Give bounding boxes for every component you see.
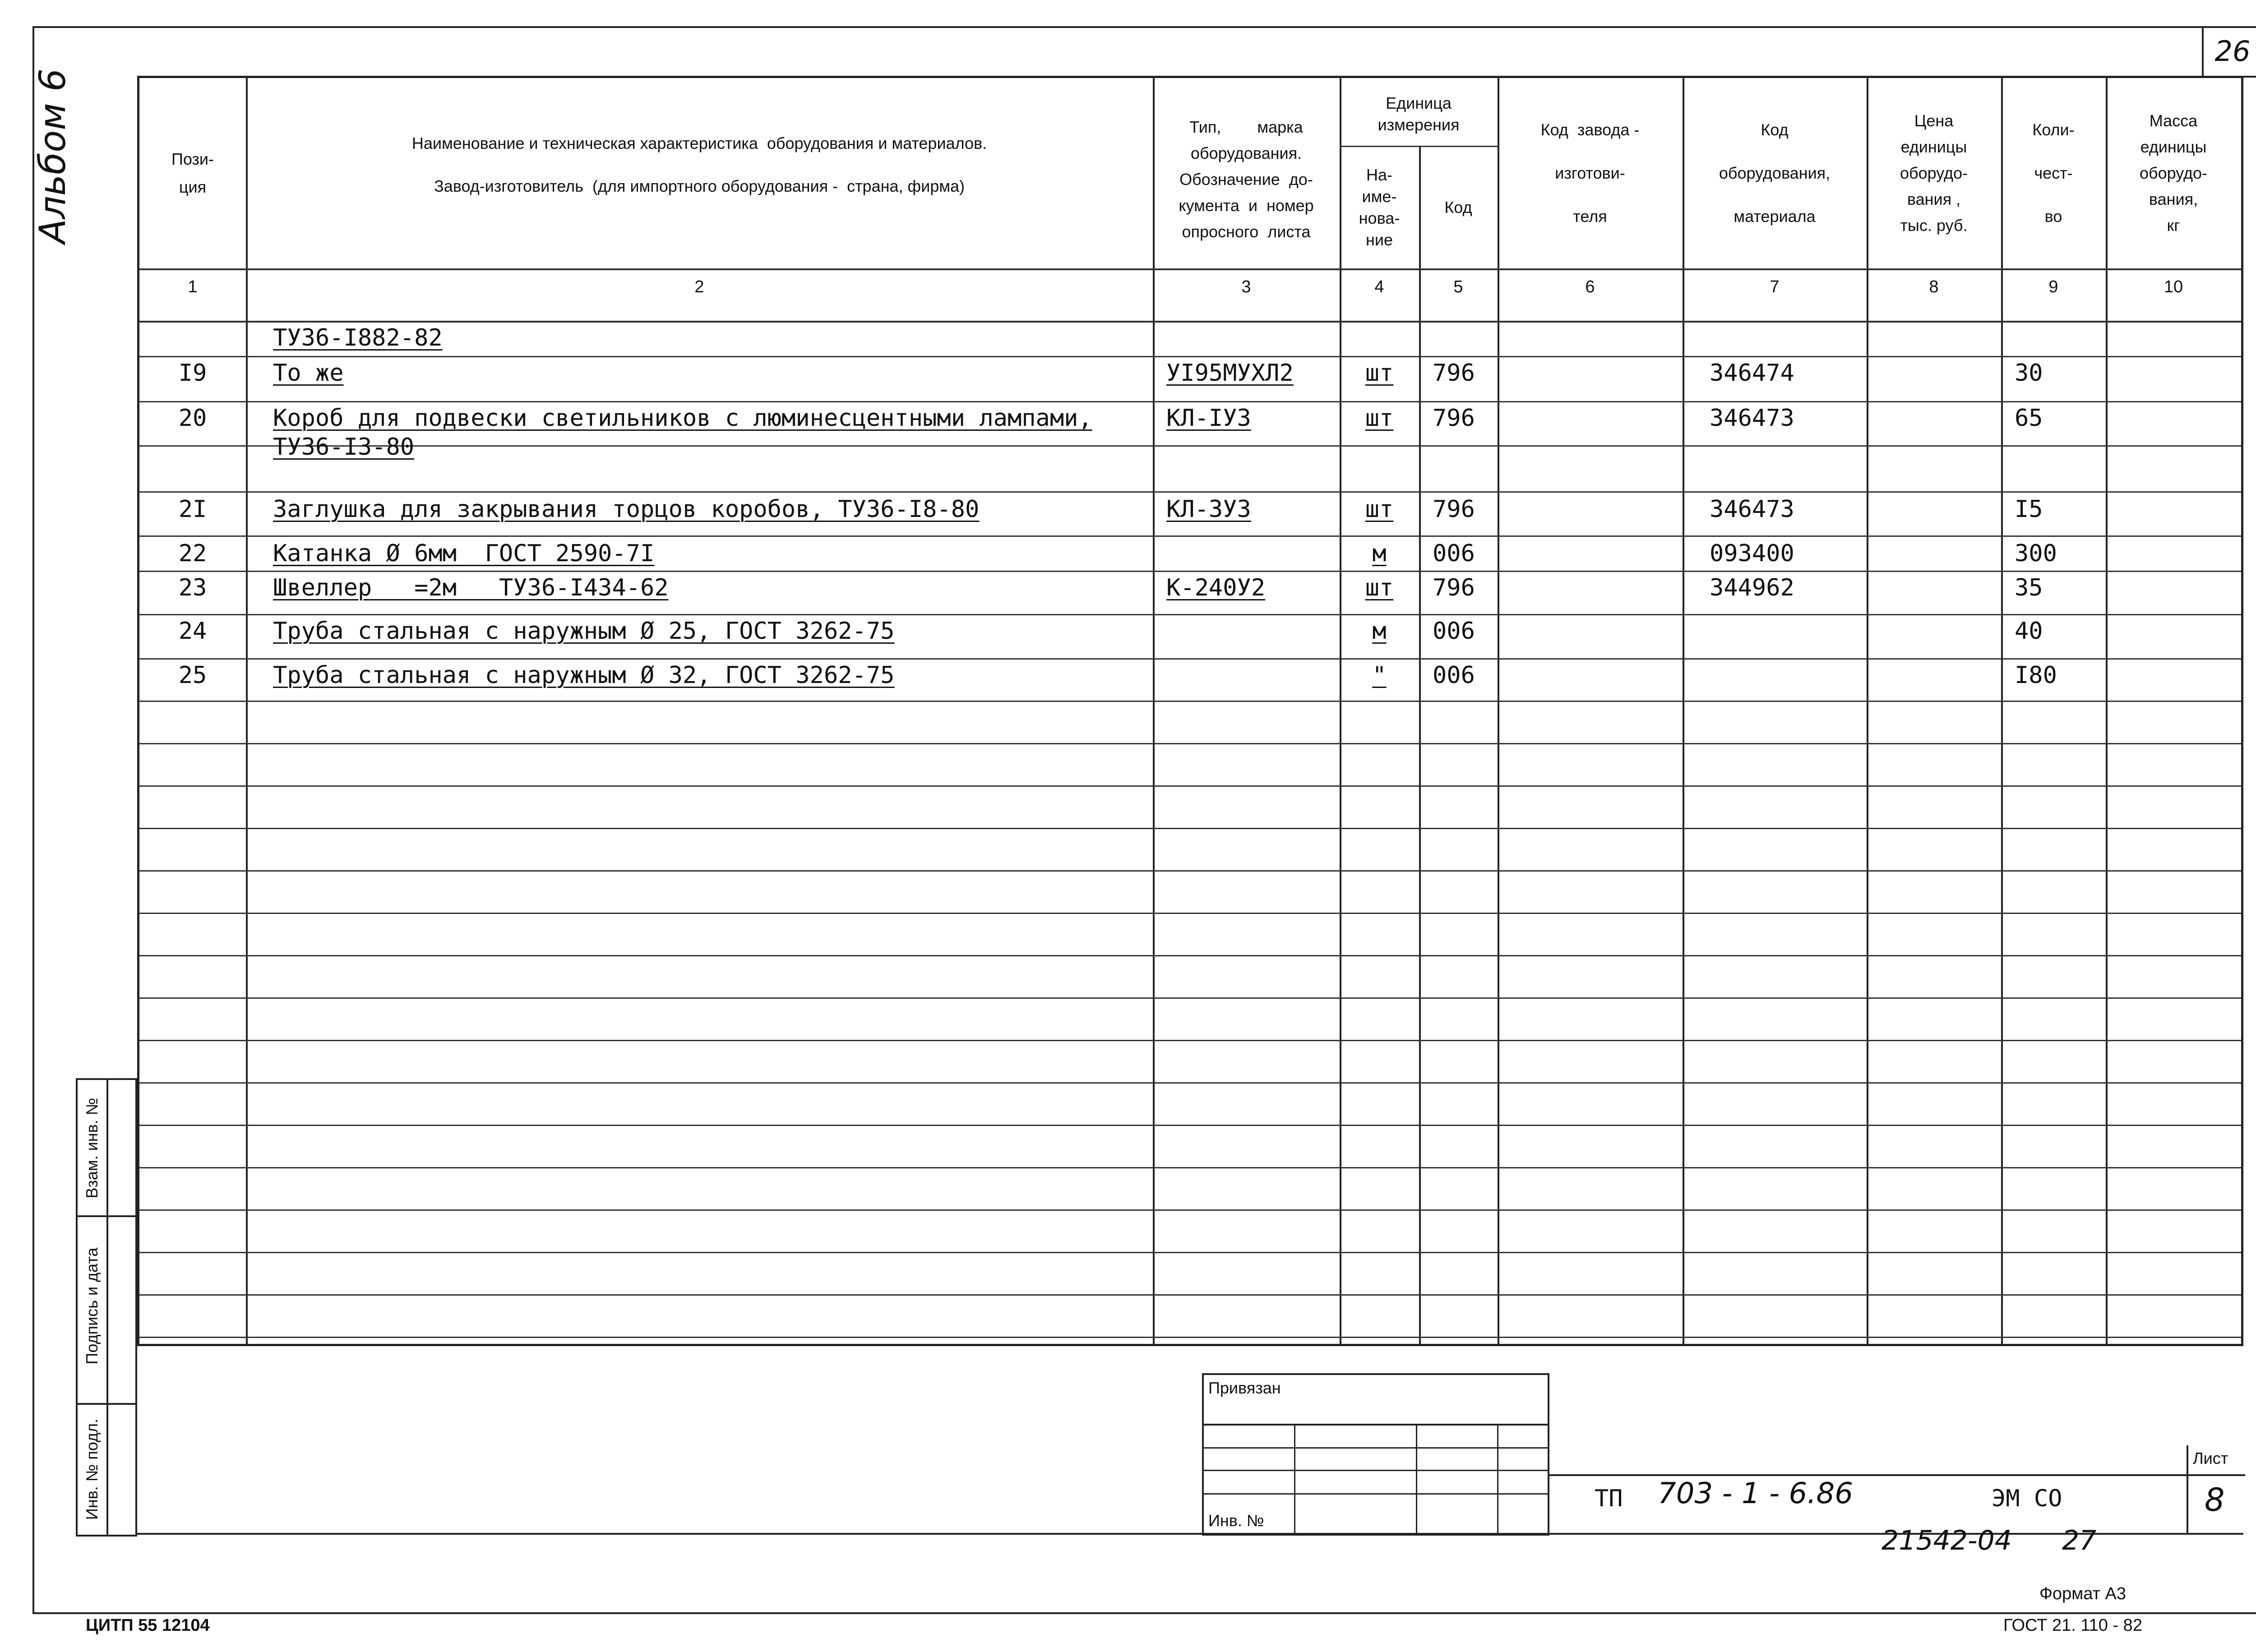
cell-material: 346474 [1710, 360, 1794, 387]
column-number: 9 [2048, 277, 2058, 296]
cell-material: 346473 [1710, 496, 1794, 523]
privyazan-label: Привязан [1208, 1379, 1281, 1397]
column-number: 3 [1241, 277, 1251, 296]
row-divider [139, 1082, 2241, 1084]
header-divider [139, 321, 2241, 323]
header-position: Пози- ция [171, 150, 214, 196]
cell-pos: 23 [178, 574, 207, 601]
cell-pos: 20 [178, 405, 207, 432]
row-divider [139, 1040, 2241, 1041]
header-material-code: Код оборудования, материала [1719, 120, 1831, 226]
header-type: Тип, марка оборудования. Обозначение до- кумента и номер опросного листа [1179, 118, 1314, 241]
handwritten-page: 27 [2062, 1525, 2097, 1556]
row-divider [139, 870, 2241, 872]
side-podpis-label: Подпись и дата [83, 1247, 101, 1365]
side-stamp [76, 1078, 137, 1537]
header-factory-code: Код завода - изготови- теля [1540, 120, 1640, 226]
row-divider [139, 401, 2241, 402]
privyazan-box [1202, 1373, 1549, 1536]
header-unit-group: Единица измерения [1378, 94, 1460, 134]
row-divider [139, 658, 2241, 660]
cell-pos: 25 [178, 662, 207, 689]
column-number: 6 [1585, 277, 1595, 296]
cell-unit: м [1372, 540, 1387, 567]
cell-qty: I80 [2015, 662, 2057, 689]
row-divider [139, 571, 2241, 572]
cell-name: Труба стальная с наружным Ø 25, ГОСТ 3262-75 [273, 618, 895, 645]
cell-qty: 30 [2015, 360, 2043, 387]
cell-unit: шт [1365, 360, 1394, 387]
cell-material: 093400 [1710, 540, 1794, 567]
cell-unit: шт [1365, 574, 1394, 601]
row-divider [139, 785, 2241, 787]
row-divider [139, 701, 2241, 702]
column-number: 7 [1770, 277, 1780, 296]
row-divider [139, 1337, 2241, 1338]
cell-name: Труба стальная с наружным Ø 32, ГОСТ 3262-75 [273, 662, 895, 689]
cell-unit: шт [1365, 496, 1394, 523]
cell-unit: " [1372, 662, 1387, 689]
cell-name: Катанка Ø 6мм ГОСТ 2590-7I [273, 540, 655, 567]
cell-name: Короб для подвески светильников с люминесцентными лампами, [273, 405, 1092, 432]
format-label: Формат А3 [2039, 1584, 2127, 1603]
cell-code: 006 [1433, 540, 1475, 567]
row-divider [139, 491, 2241, 493]
column-number: 4 [1374, 277, 1384, 296]
cell-code: 796 [1433, 360, 1475, 387]
cell-name: Швеллер =2м ТУ36-I434-62 [273, 574, 669, 601]
row-divider [139, 913, 2241, 914]
cell-qty: 65 [2015, 405, 2043, 432]
footer-gost: ГОСТ 21. 110 - 82 [2003, 1616, 2142, 1635]
inv-no-label: Инв. № [1208, 1511, 1264, 1530]
footer-left-code: ЦИТП 55 12104 [86, 1616, 210, 1635]
cell-pos: 24 [178, 618, 207, 645]
cell-code: 006 [1433, 662, 1475, 689]
list-label: Лист [2193, 1449, 2228, 1467]
cell-material: 344962 [1710, 574, 1794, 601]
doc-number: 703 - 1 - 6.86 [1658, 1477, 1853, 1510]
row-divider [139, 535, 2241, 537]
header-unit-code: Код [1444, 198, 1472, 217]
bottom-stamp [137, 1346, 2243, 1535]
row-divider [139, 997, 2241, 999]
cell-name: Заглушка для закрывания торцов коробов, ТУ36-I8-80 [273, 496, 980, 523]
header-price: Цена единицы оборудо- вания , тыс. руб. [1900, 111, 1968, 235]
cell-type: КЛ-ЗУЗ [1166, 496, 1251, 523]
side-vzam-label: Взам. инв. № [83, 1098, 101, 1199]
cell-type: КЛ-IУЗ [1166, 405, 1251, 432]
row-divider [139, 1252, 2241, 1253]
cell-qty: I5 [2015, 496, 2043, 523]
cell-qty: 40 [2015, 618, 2043, 645]
column-number: 1 [188, 277, 198, 296]
row-divider [139, 445, 2241, 447]
cell-type: УI95МУХЛ2 [1166, 360, 1294, 387]
album-label: Альбом 6 [32, 69, 74, 244]
header-unit-name: На- име- нова- ние [1359, 166, 1400, 249]
column-number: 8 [1929, 277, 1939, 296]
header-name-line2: Завод-изготовитель (для импортного оборудования - страна, фирма) [434, 177, 965, 195]
side-inv-podl-label: Инв. № подл. [83, 1418, 101, 1520]
doc-suffix: ЭМ СО [1992, 1485, 2062, 1512]
list-value: 8 [2205, 1481, 2225, 1518]
cell-pos: I9 [178, 360, 207, 387]
cell-code: 006 [1433, 618, 1475, 645]
row-divider [139, 1125, 2241, 1126]
column-divider [1419, 146, 1421, 1344]
cell-code: 796 [1433, 405, 1475, 432]
row-divider [139, 955, 2241, 956]
cell-pos: 22 [178, 540, 207, 567]
cell-unit: м [1372, 618, 1387, 645]
row-divider [139, 1167, 2241, 1168]
row-divider [139, 1294, 2241, 1296]
header-mass: Масса единицы оборудо- вания, кг [2139, 111, 2208, 235]
row-divider [139, 828, 2241, 829]
cell-material: 346473 [1710, 405, 1794, 432]
cell-qty: 35 [2015, 574, 2043, 601]
row-divider [139, 356, 2241, 357]
column-number: 5 [1453, 277, 1463, 296]
handwritten-code: 21542-04 [1882, 1525, 2012, 1556]
column-number: 2 [694, 277, 704, 296]
header-quantity: Коли- чест- во [2032, 120, 2075, 226]
cell-name: ТУ36-I882-82 [273, 324, 443, 351]
cell-code: 796 [1433, 574, 1475, 601]
cell-qty: 300 [2015, 540, 2057, 567]
sheet-number: 26 [2202, 26, 2256, 78]
row-divider [139, 743, 2241, 744]
doc-prefix: ТП [1595, 1485, 1623, 1512]
cell-type: К-240У2 [1166, 574, 1266, 601]
cell-name: ТУ36-I3-80 [273, 434, 415, 461]
cell-unit: шт [1365, 405, 1394, 432]
row-divider [139, 614, 2241, 615]
header-name-line1: Наименование и техническая характеристика оборудования и материалов. [411, 134, 987, 152]
row-divider [139, 1209, 2241, 1211]
specification-table [137, 76, 2243, 1346]
doc-designation [1595, 1477, 2091, 1527]
column-number: 10 [2164, 277, 2183, 296]
cell-name: То же [273, 360, 344, 387]
column-divider [246, 78, 248, 1344]
cell-code: 796 [1433, 496, 1475, 523]
list-box [2187, 1445, 2245, 1534]
cell-pos: 2I [178, 496, 207, 523]
